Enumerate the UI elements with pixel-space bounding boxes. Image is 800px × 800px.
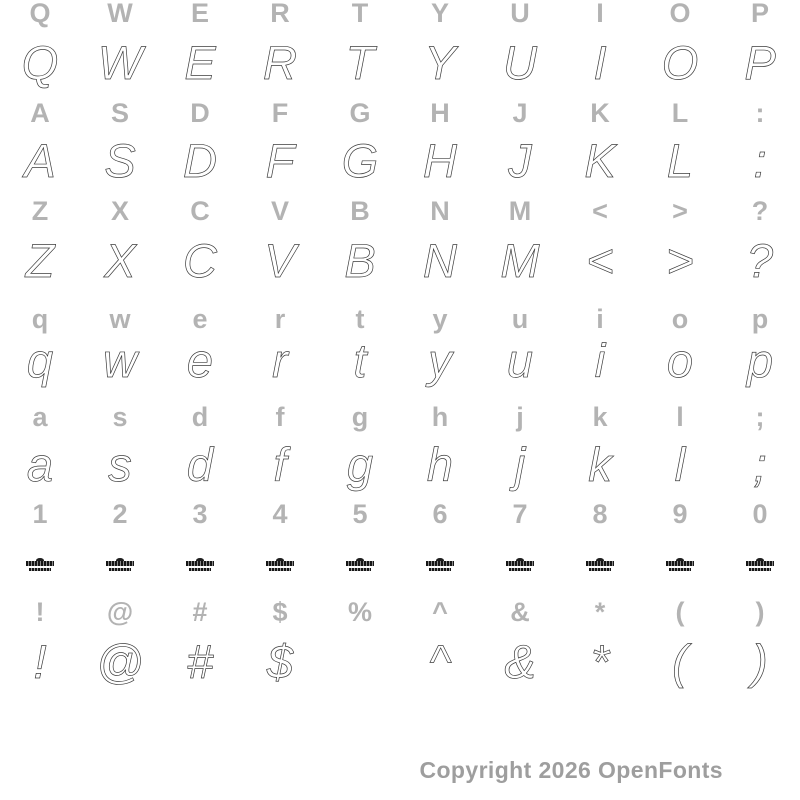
watermark-stamp-icon — [746, 558, 774, 572]
glyph-row-uppercase-asdf — [0, 136, 800, 186]
watermark-stamp-icon — [346, 558, 374, 572]
char-label: d — [191, 402, 209, 432]
char-glyph: : — [753, 134, 767, 187]
char-label: w — [109, 304, 131, 334]
char-label: 1 — [32, 499, 48, 529]
watermark-stamp-icon — [186, 558, 214, 572]
char-label: Q — [29, 0, 51, 28]
watermark-stamp-icon — [586, 558, 614, 572]
label-row-uppercase-zxcv — [0, 196, 800, 226]
glyph-row-symbols — [0, 637, 800, 687]
char-label: L — [671, 98, 689, 128]
char-label: ( — [675, 597, 685, 627]
char-label: G — [349, 98, 371, 128]
glyph-row-uppercase-zxcv — [0, 236, 800, 286]
stamp-cell — [0, 556, 80, 572]
char-label: p — [751, 304, 769, 334]
glyph-row-lowercase-asdf — [0, 440, 800, 490]
char-label: N — [430, 196, 450, 226]
char-label: & — [510, 597, 530, 627]
char-glyph: Y — [424, 36, 456, 89]
char-label: 2 — [112, 499, 128, 529]
char-glyph: A — [24, 134, 56, 187]
char-label: X — [110, 196, 129, 226]
char-label: r — [274, 304, 286, 334]
char-glyph: R — [263, 36, 297, 89]
char-label: g — [351, 402, 369, 432]
char-label: 6 — [432, 499, 448, 529]
char-label: a — [32, 402, 48, 432]
char-glyph: S — [104, 134, 136, 187]
char-glyph: U — [503, 36, 537, 89]
char-label: A — [30, 98, 50, 128]
char-glyph: o — [666, 334, 694, 387]
char-label: i — [596, 304, 604, 334]
label-row-digits — [0, 499, 800, 529]
char-label: 7 — [512, 499, 528, 529]
stamp-cell — [240, 556, 320, 572]
char-glyph: s — [108, 438, 132, 491]
char-glyph: $ — [266, 635, 294, 688]
label-row-uppercase-qwerty — [0, 0, 800, 28]
char-glyph: t — [353, 334, 367, 387]
watermark-stamp-icon — [666, 558, 694, 572]
char-glyph: & — [504, 635, 536, 688]
char-label: H — [430, 98, 450, 128]
char-label: k — [592, 402, 608, 432]
char-label: Z — [31, 196, 49, 226]
char-label: B — [350, 196, 370, 226]
char-label: : — [755, 98, 765, 128]
char-glyph: i — [594, 334, 606, 387]
stamp-cell — [80, 556, 160, 572]
char-label: t — [355, 304, 365, 334]
char-glyph: O — [661, 36, 699, 89]
char-glyph: Q — [21, 36, 59, 89]
char-label: u — [511, 304, 529, 334]
label-row-lowercase-qwerty — [0, 304, 800, 334]
watermark-stamp-icon — [106, 558, 134, 572]
stamp-cell — [320, 556, 400, 572]
char-label: > — [672, 196, 688, 226]
char-glyph: X — [104, 234, 136, 287]
char-glyph: P — [744, 36, 776, 89]
char-glyph: @ — [96, 635, 144, 688]
char-label: 0 — [752, 499, 768, 529]
char-glyph: Z — [25, 234, 55, 287]
char-glyph: > — [666, 234, 694, 287]
char-glyph: a — [26, 438, 54, 491]
char-glyph: ) — [752, 635, 768, 688]
stamp-cell — [400, 556, 480, 572]
char-glyph: f — [273, 438, 287, 491]
label-row-symbols — [0, 597, 800, 627]
char-label: E — [190, 0, 209, 28]
char-label: Y — [430, 0, 449, 28]
char-label: V — [270, 196, 289, 226]
stamp-cell — [720, 556, 800, 572]
char-glyph: g — [346, 438, 374, 491]
char-label: 3 — [192, 499, 208, 529]
char-label: ; — [755, 402, 765, 432]
char-glyph: G — [341, 134, 379, 187]
char-glyph: ; — [753, 438, 767, 491]
char-glyph: V — [264, 234, 296, 287]
glyph-row-digits-watermarks — [0, 556, 800, 572]
char-label: * — [594, 597, 606, 627]
char-glyph: L — [666, 134, 694, 187]
char-label: I — [596, 0, 604, 28]
char-label: < — [592, 196, 608, 226]
watermark-stamp-icon — [426, 558, 454, 572]
char-label: 4 — [272, 499, 288, 529]
char-glyph: C — [183, 234, 217, 287]
stamp-cell — [560, 556, 640, 572]
char-label: T — [351, 0, 369, 28]
char-label: j — [516, 402, 524, 432]
char-glyph: e — [186, 334, 214, 387]
char-glyph: B — [344, 234, 376, 287]
char-label: # — [192, 597, 208, 627]
char-glyph: J — [508, 134, 532, 187]
stamp-cell — [480, 556, 560, 572]
char-label: ^ — [432, 597, 448, 627]
char-label: J — [512, 98, 528, 128]
char-glyph: D — [183, 134, 217, 187]
char-glyph: u — [506, 334, 534, 387]
char-glyph: q — [26, 334, 54, 387]
char-glyph: ! — [33, 635, 47, 688]
char-label: 9 — [672, 499, 688, 529]
char-label: q — [31, 304, 49, 334]
char-label: D — [190, 98, 210, 128]
char-glyph: H — [423, 134, 457, 187]
label-row-uppercase-asdf — [0, 98, 800, 128]
char-glyph: ^ — [428, 635, 452, 688]
char-label: l — [676, 402, 684, 432]
char-glyph: M — [500, 234, 540, 287]
char-glyph — [320, 637, 400, 687]
char-glyph: * — [590, 635, 610, 688]
copyright-text: Copyright 2026 OpenFonts — [419, 757, 723, 783]
char-glyph: N — [423, 234, 457, 287]
char-glyph: l — [674, 438, 686, 491]
char-glyph: W — [97, 36, 143, 89]
char-glyph: ? — [746, 234, 774, 287]
char-glyph: E — [184, 36, 216, 89]
char-label: ) — [755, 597, 765, 627]
char-label: 5 — [352, 499, 368, 529]
stamp-cell — [160, 556, 240, 572]
char-label: @ — [106, 597, 134, 627]
char-label: ! — [35, 597, 45, 627]
char-label: f — [275, 402, 285, 432]
char-label: M — [508, 196, 532, 226]
char-glyph: F — [265, 134, 295, 187]
char-glyph: T — [345, 36, 375, 89]
char-glyph: # — [186, 635, 214, 688]
char-label: % — [347, 597, 372, 627]
char-label: P — [750, 0, 769, 28]
glyph-row-uppercase-qwerty — [0, 38, 800, 88]
char-glyph: k — [588, 438, 612, 491]
char-glyph: w — [103, 334, 137, 387]
char-glyph: r — [272, 334, 288, 387]
char-glyph: I — [593, 36, 607, 89]
char-label: $ — [272, 597, 288, 627]
char-label: K — [590, 98, 610, 128]
watermark-stamp-icon — [266, 558, 294, 572]
char-label: ? — [751, 196, 769, 226]
glyph-row-lowercase-qwerty — [0, 336, 800, 386]
char-glyph: ( — [672, 635, 688, 688]
char-label: 8 — [592, 499, 608, 529]
char-label: S — [110, 98, 129, 128]
char-label: h — [431, 402, 449, 432]
char-label: U — [510, 0, 530, 28]
char-label: W — [107, 0, 133, 28]
stamp-cell — [640, 556, 720, 572]
char-label: s — [112, 402, 128, 432]
char-label: o — [671, 304, 689, 334]
char-glyph: h — [426, 438, 454, 491]
char-glyph: < — [586, 234, 614, 287]
char-label: C — [190, 196, 210, 226]
char-glyph: y — [428, 334, 452, 387]
char-glyph: K — [584, 134, 616, 187]
char-glyph: p — [746, 334, 774, 387]
char-glyph: j — [514, 438, 526, 491]
char-glyph: d — [186, 438, 214, 491]
char-label: R — [270, 0, 290, 28]
char-label: O — [669, 0, 691, 28]
watermark-stamp-icon — [506, 558, 534, 572]
char-label: F — [271, 98, 289, 128]
watermark-stamp-icon — [26, 558, 54, 572]
char-label: e — [192, 304, 208, 334]
label-row-lowercase-asdf — [0, 402, 800, 432]
char-label: y — [432, 304, 448, 334]
